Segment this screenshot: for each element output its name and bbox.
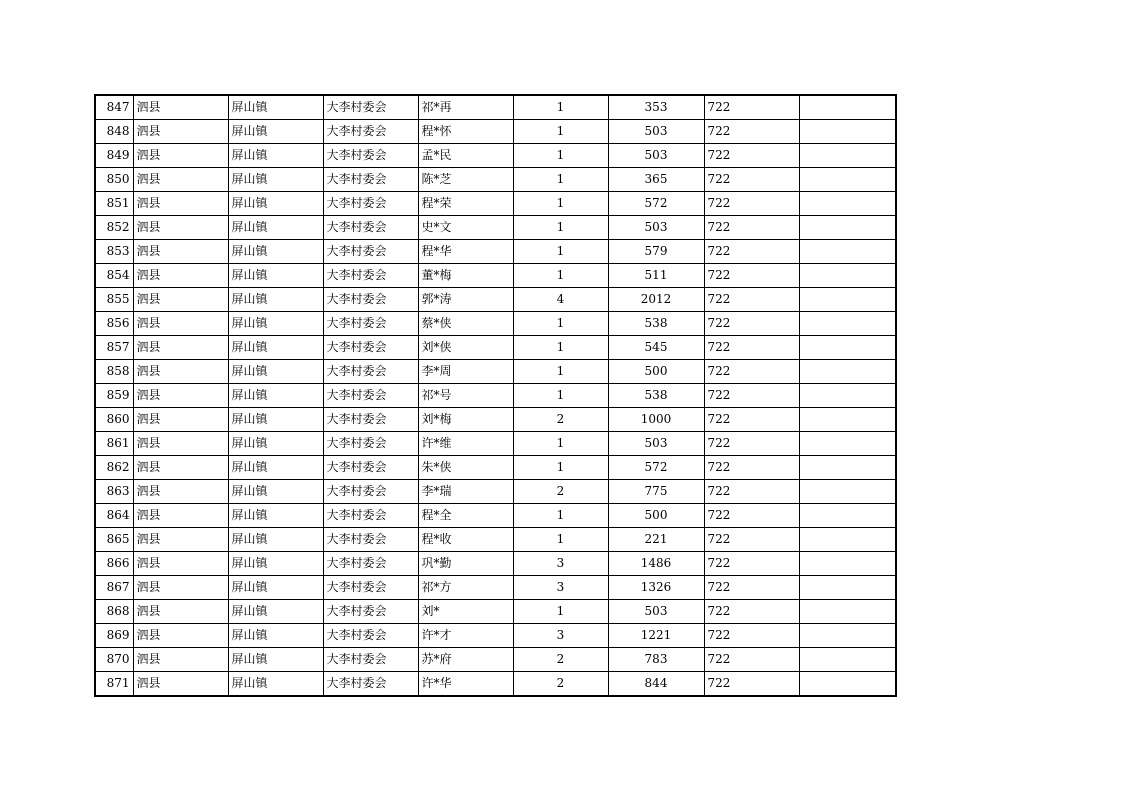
table-row — [95, 264, 896, 288]
household-count-cell: 1 — [513, 144, 608, 168]
code-cell: 722 — [704, 600, 799, 624]
person-name-cell: 郭*涛 — [418, 288, 513, 312]
household-count-cell: 3 — [513, 552, 608, 576]
code-cell: 722 — [704, 144, 799, 168]
table-row — [95, 95, 896, 120]
code-cell: 722 — [704, 192, 799, 216]
row-index-cell: 868 — [95, 600, 133, 624]
note-cell — [799, 624, 896, 648]
code-cell: 722 — [704, 576, 799, 600]
county-cell: 泗县 — [133, 288, 228, 312]
table-row — [95, 504, 896, 528]
code-cell: 722 — [704, 216, 799, 240]
table-row — [95, 120, 896, 144]
amount-cell: 1486 — [608, 552, 704, 576]
code-cell: 722 — [704, 456, 799, 480]
town-cell: 屏山镇 — [228, 336, 323, 360]
note-cell — [799, 360, 896, 384]
household-count-cell: 2 — [513, 672, 608, 697]
code-cell: 722 — [704, 336, 799, 360]
table-row — [95, 216, 896, 240]
table-row — [95, 408, 896, 432]
county-cell: 泗县 — [133, 120, 228, 144]
household-count-cell: 1 — [513, 432, 608, 456]
town-cell: 屏山镇 — [228, 144, 323, 168]
code-cell: 722 — [704, 264, 799, 288]
table-row — [95, 432, 896, 456]
note-cell — [799, 432, 896, 456]
table-row — [95, 240, 896, 264]
town-cell: 屏山镇 — [228, 672, 323, 697]
code-cell: 722 — [704, 552, 799, 576]
code-cell: 722 — [704, 432, 799, 456]
note-cell — [799, 240, 896, 264]
household-count-cell: 2 — [513, 648, 608, 672]
row-index-cell: 852 — [95, 216, 133, 240]
amount-cell: 500 — [608, 360, 704, 384]
amount-cell: 2012 — [608, 288, 704, 312]
row-index-cell: 867 — [95, 576, 133, 600]
county-cell: 泗县 — [133, 264, 228, 288]
code-cell: 722 — [704, 624, 799, 648]
village-cell: 大李村委会 — [323, 384, 418, 408]
table-body — [95, 95, 896, 696]
village-cell: 大李村委会 — [323, 528, 418, 552]
table-row — [95, 192, 896, 216]
household-count-cell: 1 — [513, 168, 608, 192]
county-cell: 泗县 — [133, 312, 228, 336]
person-name-cell: 刘*梅 — [418, 408, 513, 432]
village-cell: 大李村委会 — [323, 600, 418, 624]
household-count-cell: 1 — [513, 360, 608, 384]
household-count-cell: 1 — [513, 384, 608, 408]
household-count-cell: 1 — [513, 312, 608, 336]
village-cell: 大李村委会 — [323, 552, 418, 576]
table-row — [95, 144, 896, 168]
amount-cell: 503 — [608, 120, 704, 144]
note-cell — [799, 504, 896, 528]
row-index-cell: 864 — [95, 504, 133, 528]
county-cell: 泗县 — [133, 600, 228, 624]
amount-cell: 511 — [608, 264, 704, 288]
code-cell: 722 — [704, 528, 799, 552]
town-cell: 屏山镇 — [228, 95, 323, 120]
village-cell: 大李村委会 — [323, 216, 418, 240]
code-cell: 722 — [704, 504, 799, 528]
row-index-cell: 861 — [95, 432, 133, 456]
person-name-cell: 许*才 — [418, 624, 513, 648]
village-cell: 大李村委会 — [323, 576, 418, 600]
county-cell: 泗县 — [133, 384, 228, 408]
county-cell: 泗县 — [133, 480, 228, 504]
county-cell: 泗县 — [133, 216, 228, 240]
row-index-cell: 857 — [95, 336, 133, 360]
amount-cell: 844 — [608, 672, 704, 697]
note-cell — [799, 216, 896, 240]
table-row — [95, 552, 896, 576]
note-cell — [799, 192, 896, 216]
county-cell: 泗县 — [133, 504, 228, 528]
code-cell: 722 — [704, 384, 799, 408]
row-index-cell: 859 — [95, 384, 133, 408]
town-cell: 屏山镇 — [228, 576, 323, 600]
row-index-cell: 848 — [95, 120, 133, 144]
town-cell: 屏山镇 — [228, 624, 323, 648]
town-cell: 屏山镇 — [228, 456, 323, 480]
amount-cell: 1000 — [608, 408, 704, 432]
note-cell — [799, 528, 896, 552]
amount-cell: 572 — [608, 456, 704, 480]
row-index-cell: 849 — [95, 144, 133, 168]
person-name-cell: 祁*号 — [418, 384, 513, 408]
village-cell: 大李村委会 — [323, 264, 418, 288]
person-name-cell: 程*全 — [418, 504, 513, 528]
person-name-cell: 刘* — [418, 600, 513, 624]
amount-cell: 579 — [608, 240, 704, 264]
town-cell: 屏山镇 — [228, 600, 323, 624]
household-count-cell: 1 — [513, 120, 608, 144]
household-count-cell: 1 — [513, 456, 608, 480]
code-cell: 722 — [704, 312, 799, 336]
county-cell: 泗县 — [133, 624, 228, 648]
person-name-cell: 祁*方 — [418, 576, 513, 600]
county-cell: 泗县 — [133, 336, 228, 360]
town-cell: 屏山镇 — [228, 240, 323, 264]
person-name-cell: 许*维 — [418, 432, 513, 456]
amount-cell: 503 — [608, 432, 704, 456]
person-name-cell: 李*周 — [418, 360, 513, 384]
county-cell: 泗县 — [133, 192, 228, 216]
village-cell: 大李村委会 — [323, 432, 418, 456]
table-row — [95, 360, 896, 384]
household-count-cell: 1 — [513, 240, 608, 264]
person-name-cell: 程*华 — [418, 240, 513, 264]
household-count-cell: 1 — [513, 192, 608, 216]
amount-cell: 221 — [608, 528, 704, 552]
code-cell: 722 — [704, 288, 799, 312]
amount-cell: 1326 — [608, 576, 704, 600]
county-cell: 泗县 — [133, 576, 228, 600]
town-cell: 屏山镇 — [228, 552, 323, 576]
village-cell: 大李村委会 — [323, 624, 418, 648]
code-cell: 722 — [704, 408, 799, 432]
person-name-cell: 刘*侠 — [418, 336, 513, 360]
county-cell: 泗县 — [133, 360, 228, 384]
table-row — [95, 480, 896, 504]
person-name-cell: 苏*府 — [418, 648, 513, 672]
note-cell — [799, 168, 896, 192]
person-name-cell: 董*梅 — [418, 264, 513, 288]
row-index-cell: 850 — [95, 168, 133, 192]
table-row — [95, 648, 896, 672]
row-index-cell: 853 — [95, 240, 133, 264]
town-cell: 屏山镇 — [228, 264, 323, 288]
town-cell: 屏山镇 — [228, 432, 323, 456]
row-index-cell: 863 — [95, 480, 133, 504]
county-cell: 泗县 — [133, 672, 228, 697]
amount-cell: 1221 — [608, 624, 704, 648]
table-row — [95, 336, 896, 360]
household-count-cell: 2 — [513, 480, 608, 504]
beneficiary-table — [94, 94, 897, 697]
table-row — [95, 384, 896, 408]
town-cell: 屏山镇 — [228, 120, 323, 144]
note-cell — [799, 672, 896, 697]
person-name-cell: 程*怀 — [418, 120, 513, 144]
village-cell: 大李村委会 — [323, 336, 418, 360]
note-cell — [799, 456, 896, 480]
person-name-cell: 巩*勤 — [418, 552, 513, 576]
county-cell: 泗县 — [133, 95, 228, 120]
amount-cell: 500 — [608, 504, 704, 528]
note-cell — [799, 336, 896, 360]
note-cell — [799, 288, 896, 312]
village-cell: 大李村委会 — [323, 288, 418, 312]
row-index-cell: 871 — [95, 672, 133, 697]
village-cell: 大李村委会 — [323, 672, 418, 697]
household-count-cell: 1 — [513, 504, 608, 528]
row-index-cell: 856 — [95, 312, 133, 336]
amount-cell: 353 — [608, 95, 704, 120]
village-cell: 大李村委会 — [323, 408, 418, 432]
amount-cell: 572 — [608, 192, 704, 216]
village-cell: 大李村委会 — [323, 456, 418, 480]
household-count-cell: 3 — [513, 576, 608, 600]
code-cell: 722 — [704, 240, 799, 264]
town-cell: 屏山镇 — [228, 216, 323, 240]
town-cell: 屏山镇 — [228, 648, 323, 672]
person-name-cell: 许*华 — [418, 672, 513, 697]
person-name-cell: 孟*民 — [418, 144, 513, 168]
note-cell — [799, 120, 896, 144]
amount-cell: 545 — [608, 336, 704, 360]
row-index-cell: 866 — [95, 552, 133, 576]
code-cell: 722 — [704, 648, 799, 672]
note-cell — [799, 312, 896, 336]
note-cell — [799, 384, 896, 408]
household-count-cell: 1 — [513, 216, 608, 240]
note-cell — [799, 95, 896, 120]
note-cell — [799, 264, 896, 288]
amount-cell: 775 — [608, 480, 704, 504]
note-cell — [799, 552, 896, 576]
village-cell: 大李村委会 — [323, 120, 418, 144]
county-cell: 泗县 — [133, 648, 228, 672]
county-cell: 泗县 — [133, 168, 228, 192]
household-count-cell: 3 — [513, 624, 608, 648]
village-cell: 大李村委会 — [323, 144, 418, 168]
person-name-cell: 程*荣 — [418, 192, 513, 216]
town-cell: 屏山镇 — [228, 312, 323, 336]
town-cell: 屏山镇 — [228, 288, 323, 312]
county-cell: 泗县 — [133, 432, 228, 456]
note-cell — [799, 600, 896, 624]
village-cell: 大李村委会 — [323, 504, 418, 528]
household-count-cell: 1 — [513, 336, 608, 360]
code-cell: 722 — [704, 360, 799, 384]
table-row — [95, 168, 896, 192]
county-cell: 泗县 — [133, 528, 228, 552]
code-cell: 722 — [704, 672, 799, 697]
village-cell: 大李村委会 — [323, 168, 418, 192]
table-row — [95, 456, 896, 480]
note-cell — [799, 480, 896, 504]
county-cell: 泗县 — [133, 456, 228, 480]
table-row — [95, 576, 896, 600]
code-cell: 722 — [704, 120, 799, 144]
table-row — [95, 624, 896, 648]
county-cell: 泗县 — [133, 408, 228, 432]
table-row — [95, 672, 896, 697]
row-index-cell: 847 — [95, 95, 133, 120]
person-name-cell: 李*瑞 — [418, 480, 513, 504]
table-row — [95, 600, 896, 624]
row-index-cell: 860 — [95, 408, 133, 432]
household-count-cell: 1 — [513, 264, 608, 288]
village-cell: 大李村委会 — [323, 480, 418, 504]
note-cell — [799, 408, 896, 432]
amount-cell: 538 — [608, 312, 704, 336]
person-name-cell: 蔡*侠 — [418, 312, 513, 336]
household-count-cell: 1 — [513, 528, 608, 552]
town-cell: 屏山镇 — [228, 384, 323, 408]
row-index-cell: 869 — [95, 624, 133, 648]
person-name-cell: 史*文 — [418, 216, 513, 240]
amount-cell: 783 — [608, 648, 704, 672]
amount-cell: 503 — [608, 216, 704, 240]
amount-cell: 503 — [608, 600, 704, 624]
note-cell — [799, 144, 896, 168]
amount-cell: 503 — [608, 144, 704, 168]
person-name-cell: 朱*侠 — [418, 456, 513, 480]
row-index-cell: 858 — [95, 360, 133, 384]
village-cell: 大李村委会 — [323, 192, 418, 216]
code-cell: 722 — [704, 168, 799, 192]
person-name-cell: 祁*再 — [418, 95, 513, 120]
table-row — [95, 288, 896, 312]
household-count-cell: 4 — [513, 288, 608, 312]
table-row — [95, 312, 896, 336]
town-cell: 屏山镇 — [228, 480, 323, 504]
village-cell: 大李村委会 — [323, 360, 418, 384]
row-index-cell: 855 — [95, 288, 133, 312]
village-cell: 大李村委会 — [323, 312, 418, 336]
town-cell: 屏山镇 — [228, 168, 323, 192]
code-cell: 722 — [704, 95, 799, 120]
county-cell: 泗县 — [133, 144, 228, 168]
town-cell: 屏山镇 — [228, 408, 323, 432]
code-cell: 722 — [704, 480, 799, 504]
amount-cell: 365 — [608, 168, 704, 192]
person-name-cell: 陈*芝 — [418, 168, 513, 192]
town-cell: 屏山镇 — [228, 528, 323, 552]
amount-cell: 538 — [608, 384, 704, 408]
household-count-cell: 2 — [513, 408, 608, 432]
row-index-cell: 865 — [95, 528, 133, 552]
row-index-cell: 870 — [95, 648, 133, 672]
row-index-cell: 862 — [95, 456, 133, 480]
town-cell: 屏山镇 — [228, 360, 323, 384]
table-row — [95, 528, 896, 552]
village-cell: 大李村委会 — [323, 648, 418, 672]
row-index-cell: 851 — [95, 192, 133, 216]
person-name-cell: 程*收 — [418, 528, 513, 552]
town-cell: 屏山镇 — [228, 504, 323, 528]
county-cell: 泗县 — [133, 552, 228, 576]
note-cell — [799, 648, 896, 672]
town-cell: 屏山镇 — [228, 192, 323, 216]
village-cell: 大李村委会 — [323, 95, 418, 120]
household-count-cell: 1 — [513, 600, 608, 624]
note-cell — [799, 576, 896, 600]
row-index-cell: 854 — [95, 264, 133, 288]
village-cell: 大李村委会 — [323, 240, 418, 264]
household-count-cell: 1 — [513, 95, 608, 120]
county-cell: 泗县 — [133, 240, 228, 264]
